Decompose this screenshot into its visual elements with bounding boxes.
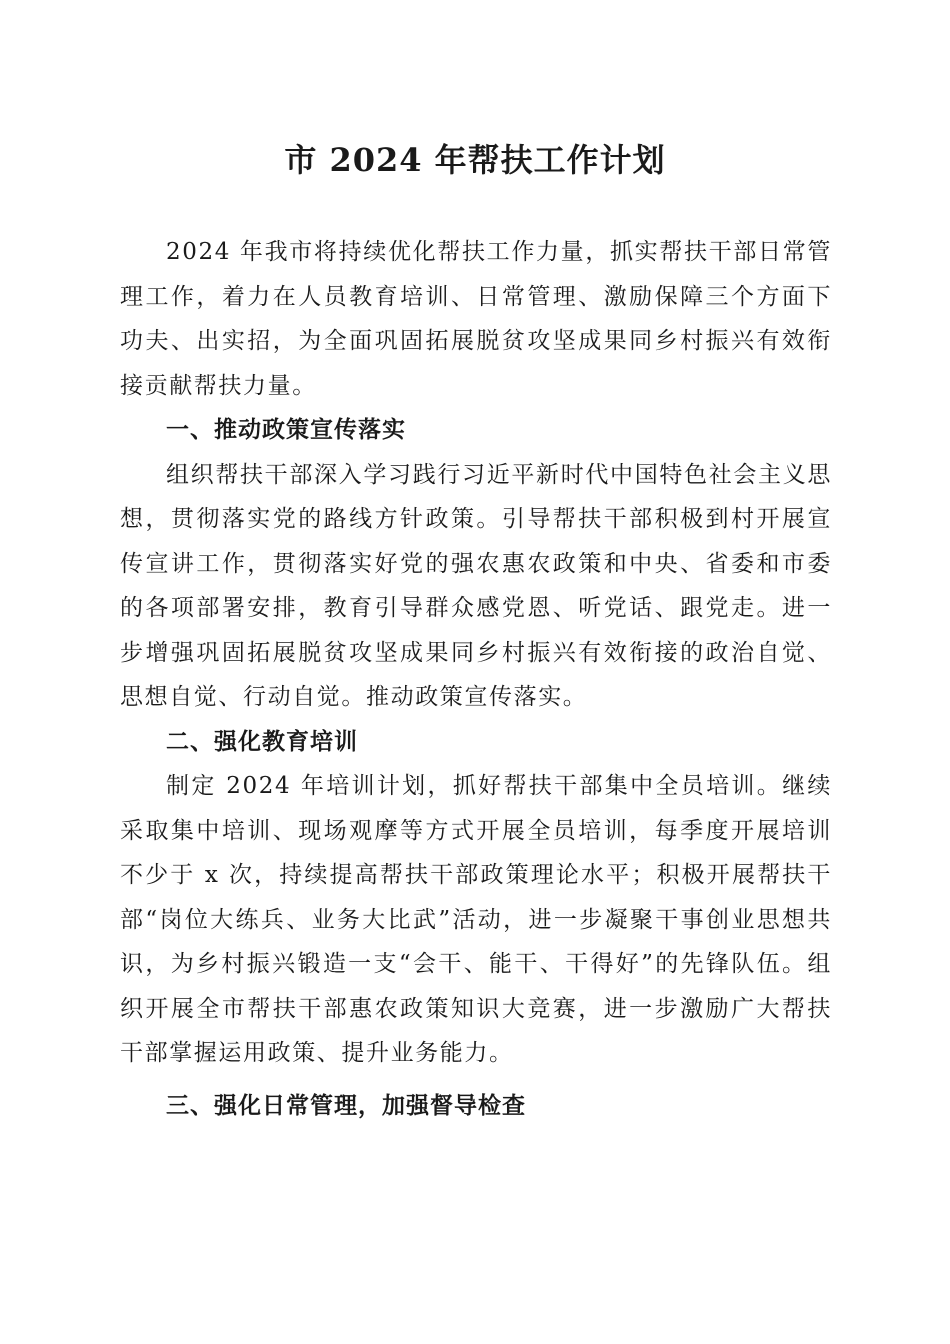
section-2-heading: 二、强化教育培训	[166, 728, 358, 755]
section-2-paragraph: 制定 2024 年培训计划，抓好帮扶干部集中全员培训。继续采取集中培训、现场观摩等方式开展全员培训，每季度开展培训不少于 x 次，持续提高帮扶干部政策理论水平；积极开展帮扶干部“岗位大练兵、业务大比武”活动，进一步凝聚干事创业思想共识，为乡村振兴锻造一支“会干、能干、干得好”的先锋队伍。组织开展全市帮扶干部惠农政策知识大竞赛，进一步激励广大帮扶干部掌握运用政策、提升业务能力。	[120, 773, 832, 1066]
document-title: 市 2024 年帮扶工作计划	[284, 141, 666, 179]
document-body	[120, 230, 832, 1128]
intro-paragraph: 2024 年我市将持续优化帮扶工作力量，抓实帮扶干部日常管理工作，着力在人员教育培训、日常管理、激励保障三个方面下功夫、出实招，为全面巩固拓展脱贫攻坚成果同乡村振兴有效衔接贡献帮扶力量。	[120, 239, 832, 399]
section-1-heading: 一、推动政策宣传落实	[166, 417, 406, 443]
section-1-paragraph: 组织帮扶干部深入学习践行习近平新时代中国特色社会主义思想，贯彻落实党的路线方针政策。引导帮扶干部积极到村开展宣传宣讲工作，贯彻落实好党的强农惠农政策和中央、省委和市委的各项部署安排，教育引导群众感党恩、听党话、跟党走。进一步增强巩固拓展脱贫攻坚成果同乡村振兴有效衔接的政治自觉、思想自觉、行动自觉。推动政策宣传落实。	[120, 461, 832, 710]
section-3-heading: 三、强化日常管理，加强督导检查	[166, 1092, 526, 1119]
